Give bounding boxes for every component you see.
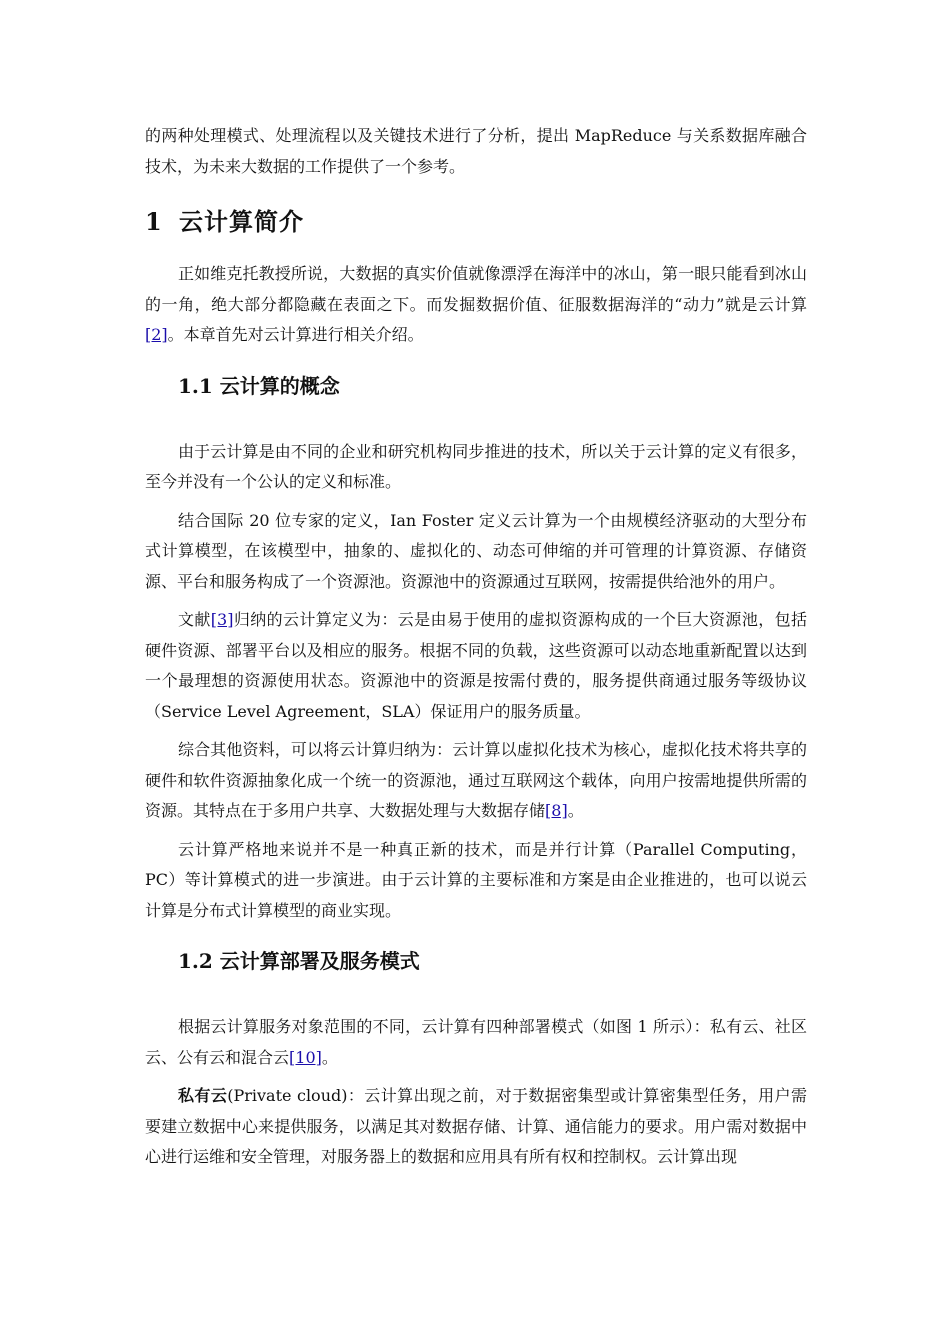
- citation-link-10[interactable]: [10]: [289, 1047, 322, 1067]
- deployment-paragraph-1: [145, 1012, 807, 1073]
- concept-paragraph-5: 云计算严格地来说并不是一种真正新的技术，而是并行计算（Parallel Computing，PC）等计算模式的进一步演进。由于云计算的主要标准和方案是由企业推进的，也可以说云计算是分布式计算模型的商业实现。: [145, 839, 807, 920]
- text-run: 。: [567, 801, 584, 820]
- text-run: 根据云计算服务对象范围的不同，云计算有四种部署模式（如图 1 所示）：私有云、社区云、公有云和混合云: [145, 1017, 807, 1067]
- section-1-title: 云计算简介: [179, 207, 304, 236]
- text-run: 文献: [178, 610, 211, 629]
- text-run: 综合其他资料，可以将云计算归纳为：云计算以虚拟化技术为核心，虚拟化技术将共享的硬件和软件资源抽象化成一个统一的资源池，通过互联网这个载体，向用户按需地提供所需的资源。其特点在于多用户共享、大数据处理与大数据存储: [145, 740, 807, 820]
- section-1-number: 1: [145, 207, 163, 236]
- text-run: 。: [321, 1047, 338, 1067]
- intro-paragraph: 的两种处理模式、处理流程以及关键技术进行了分析，提出 MapReduce 与关系数据库融合技术，为未来大数据的工作提供了一个参考。: [145, 126, 807, 176]
- section-1-heading: [145, 206, 807, 238]
- section-1-paragraph: [145, 259, 807, 351]
- section-1-1-heading: 1.1 云计算的概念: [178, 373, 340, 398]
- deployment-paragraph-2: [145, 1081, 807, 1173]
- citation-link-2[interactable]: [2]: [145, 325, 168, 344]
- document-body: [145, 121, 807, 1173]
- concept-paragraph-4: [145, 735, 807, 827]
- text-run: (Private cloud)：云计算出现之前，对于数据密集型或计算密集型任务，用户需要建立数据中心来提供服务，以满足其对数据存储、计算、通信能力的要求。用户需对数据中心进行运维和安全管理，对服务器上的数据和应用具有所有权和控制权。云计算出现: [145, 1086, 807, 1166]
- section-1-2-heading: 1.2 云计算部署及服务模式: [178, 949, 420, 973]
- citation-link-3[interactable]: [3]: [210, 610, 234, 629]
- concept-paragraph-1: 由于云计算是由不同的企业和研究机构同步推进的技术，所以关于云计算的定义有很多，至今并没有一个公认的定义和标准。: [145, 441, 807, 491]
- text-run: 归纳的云计算定义为：云是由易于使用的虚拟资源构成的一个巨大资源池，包括硬件资源、部署平台以及相应的服务。根据不同的负载，这些资源可以动态地重新配置以达到一个最理想的资源使用状态。资源池中的资源是按需付费的，服务提供商通过服务等级协议（Service Level Agreement，SLA）保证用户的服务质量。: [145, 610, 807, 721]
- text-run: 正如维克托教授所说，大数据的真实价值就像漂浮在海洋中的冰山，第一眼只能看到冰山的一角，绝大部分都隐藏在表面之下。而发掘数据价值、征服数据海洋的“动力”就是云计算: [145, 264, 807, 314]
- text-run: 。本章首先对云计算进行相关介绍。: [167, 325, 424, 344]
- concept-paragraph-3: [145, 605, 807, 727]
- citation-link-8[interactable]: [8]: [545, 801, 568, 820]
- concept-paragraph-2: 结合国际 20 位专家的定义，Ian Foster 定义云计算为一个由规模经济驱动的大型分布式计算模型，在该模型中，抽象的、虚拟化的、动态可伸缩的并可管理的计算资源、存储资源、平台和服务构成了一个资源池。资源池中的资源通过互联网，按需提供给池外的用户。: [145, 510, 807, 591]
- private-cloud-term: 私有云: [178, 1086, 228, 1105]
